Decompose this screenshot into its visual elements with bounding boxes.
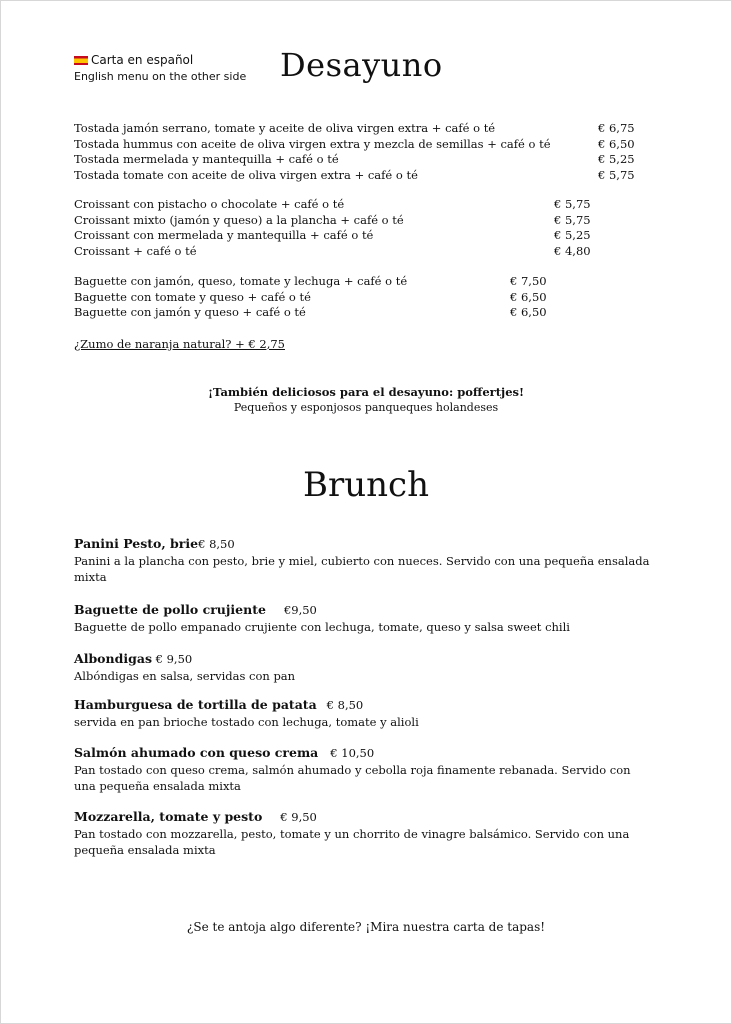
brunch-item: [74, 697, 654, 730]
menu-row: [74, 289, 547, 306]
menu-row: [74, 274, 547, 290]
zumo-addon: ¿Zumo de naranja natural? + € 2,75: [74, 337, 285, 351]
language-es-label: Carta en español: [91, 53, 194, 67]
item-name: Tostada tomate con aceite de oliva virgen extra + café o té: [74, 168, 418, 183]
brunch-title: Brunch: [303, 465, 429, 505]
item-name: Croissant con mermelada y mantequilla + café o té: [74, 228, 374, 243]
item-price: € 5,75: [598, 168, 635, 183]
brunch-item-desc: Albóndigas en salsa, servidas con pan: [74, 669, 296, 683]
item-name: Croissant + café o té: [74, 244, 197, 259]
brunch-item-desc: servida en pan brioche tostado con lechuga, tomate y alioli: [74, 715, 419, 729]
item-name: Tostada jamón serrano, tomate y aceite de oliva virgen extra + café o té: [74, 121, 496, 135]
menu-row: [74, 212, 591, 229]
baguettes-list: [74, 274, 547, 321]
brunch-item-price: € 8,50: [198, 537, 235, 551]
brunch-item-name: Baguette de pollo crujiente: [74, 602, 266, 617]
item-price: € 6,50: [598, 136, 635, 151]
item-price: € 5,25: [554, 228, 591, 243]
brunch-item-name: Hamburguesa de tortilla de patata: [74, 697, 317, 712]
brunch-item: [74, 809, 654, 858]
language-note: [74, 53, 246, 84]
item-price: € 6,50: [510, 289, 547, 304]
brunch-item-price: € 9,50: [155, 652, 193, 666]
item-price: € 5,25: [598, 152, 635, 167]
item-name: Tostada hummus con aceite de oliva virgen extra y mezcla de semillas + café o té: [74, 136, 551, 151]
menu-row: [74, 228, 591, 244]
brunch-item-name: Mozzarella, tomate y pesto: [74, 809, 263, 824]
item-name: Baguette con jamón, queso, tomate y lechuga + café o té: [74, 274, 408, 288]
item-price: € 5,75: [554, 212, 591, 227]
footer-note: ¿Se te antoja algo diferente? ¡Mira nuestra carta de tapas!: [186, 920, 546, 934]
item-name: Tostada mermelada y mantequilla + café o té: [74, 152, 339, 167]
menu-row: [74, 152, 635, 168]
brunch-item-name: Salmón ahumado con queso crema: [74, 745, 319, 760]
brunch-item: [74, 745, 654, 794]
item-price: € 4,80: [554, 244, 591, 259]
poffertjes-subtitle: Pequeños y esponjosos panqueques holandeses: [233, 401, 499, 414]
item-price: € 5,75: [554, 197, 591, 211]
menu-row: [74, 136, 635, 153]
item-price: € 7,50: [510, 274, 547, 288]
item-name: Baguette con jamón y queso + café o té: [74, 305, 306, 320]
brunch-item-name: Albondigas: [74, 651, 152, 666]
item-price: € 6,75: [598, 121, 635, 135]
croissants-list: [74, 197, 591, 260]
brunch-item: [74, 651, 654, 684]
brunch-item-desc: Pan tostado con mozzarella, pesto, tomate y un chorrito de vinagre balsámico. Servido con una pequeña ensalada mixta: [74, 827, 630, 857]
brunch-item-price: € 9,50: [280, 810, 317, 824]
poffertjes-title: ¡También deliciosos para el desayuno: poffertjes!: [207, 385, 525, 399]
language-es: [74, 53, 246, 67]
item-name: Croissant mixto (jamón y queso) a la plancha + café o té: [74, 212, 404, 227]
menu-row: [74, 197, 591, 213]
tostadas-list: [74, 121, 635, 184]
item-name: Baguette con tomate y queso + café o té: [74, 289, 311, 304]
brunch-item-desc: Pan tostado con queso crema, salmón ahumado y cebolla roja finamente rebanada. Servido con una pequeña ensalada mixta: [74, 763, 631, 793]
brunch-item-name: Panini Pesto, brie: [74, 536, 199, 551]
menu-row: [74, 168, 635, 184]
brunch-item-price: € 10,50: [330, 746, 375, 760]
menu-row: [74, 305, 547, 321]
menu-row: [74, 121, 635, 137]
item-name: Croissant con pistacho o chocolate + café o té: [74, 197, 345, 211]
menu-row: [74, 244, 591, 260]
brunch-item: [74, 536, 654, 585]
brunch-item-desc: Baguette de pollo empanado crujiente con lechuga, tomate, queso y salsa sweet chili: [74, 620, 570, 634]
spain-flag-icon: [74, 56, 88, 65]
language-en-label: English menu on the other side: [74, 70, 247, 83]
item-price: € 6,50: [510, 305, 547, 320]
brunch-item-price: €9,50: [283, 603, 317, 617]
brunch-item: [74, 602, 654, 635]
brunch-item-price: € 8,50: [326, 698, 364, 712]
desayuno-title: Desayuno: [280, 46, 443, 84]
brunch-item-desc: Panini a la plancha con pesto, brie y miel, cubierto con nueces. Servido con una pequeña ensalada mixta: [74, 554, 650, 584]
